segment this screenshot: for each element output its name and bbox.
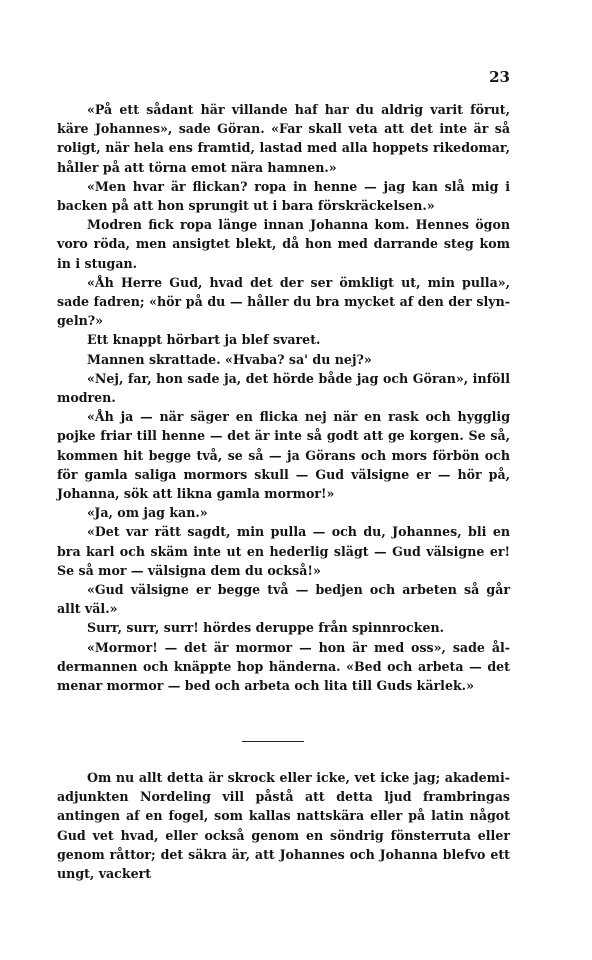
paragraph: Modren fick ropa länge innan Johanna kom. Hennes ögon voro röda, men ansigtet blekt, då hon med darrande steg kom in i stugan. — [57, 217, 510, 271]
paragraph: «Men hvar är flickan? ropa in henne — jag kan slå mig i backen på att hon sprungit ut i bara förskräckelsen.» — [57, 178, 510, 214]
paragraph: «Nej, far, hon sade ja, det hörde både jag och Göran», inföll modren. — [57, 370, 510, 406]
paragraph: Surr, surr, surr! hördes deruppe från spinnrocken. — [87, 620, 445, 636]
paragraph: «Mormor! — det är mormor — hon är med oss», sade åldermannen och knäppte hop händerna. «Bed och arbeta — det menar mormor — bed och arbeta och lita till Guds kärlek.» — [57, 639, 510, 694]
paragraph: Ett knappt hörbart ja blef svaret. — [87, 332, 321, 348]
paragraph: Om nu allt detta är skrock eller icke, vet icke jag; akademiadjunkten Nordeling vill påstå att detta ljud frambringas antingen af en fogel, som kallas nattskära eller på latin något Gud vet hvad, eller också genom en söndrig fönsterruta eller genom råttor; det säkra är, att Johannes och Johanna blefvo ett ungt, vackert — [57, 770, 510, 882]
paragraph: «Ja, om jag kan.» — [87, 505, 208, 521]
paragraph: «Gud välsigne er begge två — bedjen och arbeten så går allt väl.» — [57, 582, 510, 617]
paragraph: «På ett sådant här villande haf har du aldrig varit förut, käre Johannes», sade Göran. «Far skall veta att det inte är så roligt, när hela ens framtid, lastad med alla hoppets rikedomar, håller på att törna emot nära hamnen.» — [57, 102, 510, 175]
paragraph: Mannen skrattade. «Hvaba? sa' du nej?» — [87, 351, 372, 367]
body-text-bottom — [57, 768, 510, 883]
paragraph: «Åh ja — när säger en flicka nej när en rask och hygglig pojke friar till henne — det är inte så godt att ge korgen. Se så, kommen hit begge två, se så — ja Görans och mors förbön och för gamla saliga mormors skull — Gud välsigne er — hör på, Johanna, sök att likna gamla mormor!» — [57, 409, 510, 502]
section-divider — [242, 741, 304, 742]
paragraph: «Åh Herre Gud, hvad det der ser ömkligt ut, min pulla», sade fadren; «hör på du — håller du bra mycket af den der slyngeln?» — [57, 274, 510, 329]
page-number: 23 — [489, 68, 510, 86]
paragraph: «Det var rätt sagdt, min pulla — och du, Johannes, bli en bra karl och skäm inte ut en hederlig slägt — Gud välsigne er! Se så mor — välsigna dem du också!» — [57, 524, 510, 578]
body-text-top — [57, 100, 510, 695]
